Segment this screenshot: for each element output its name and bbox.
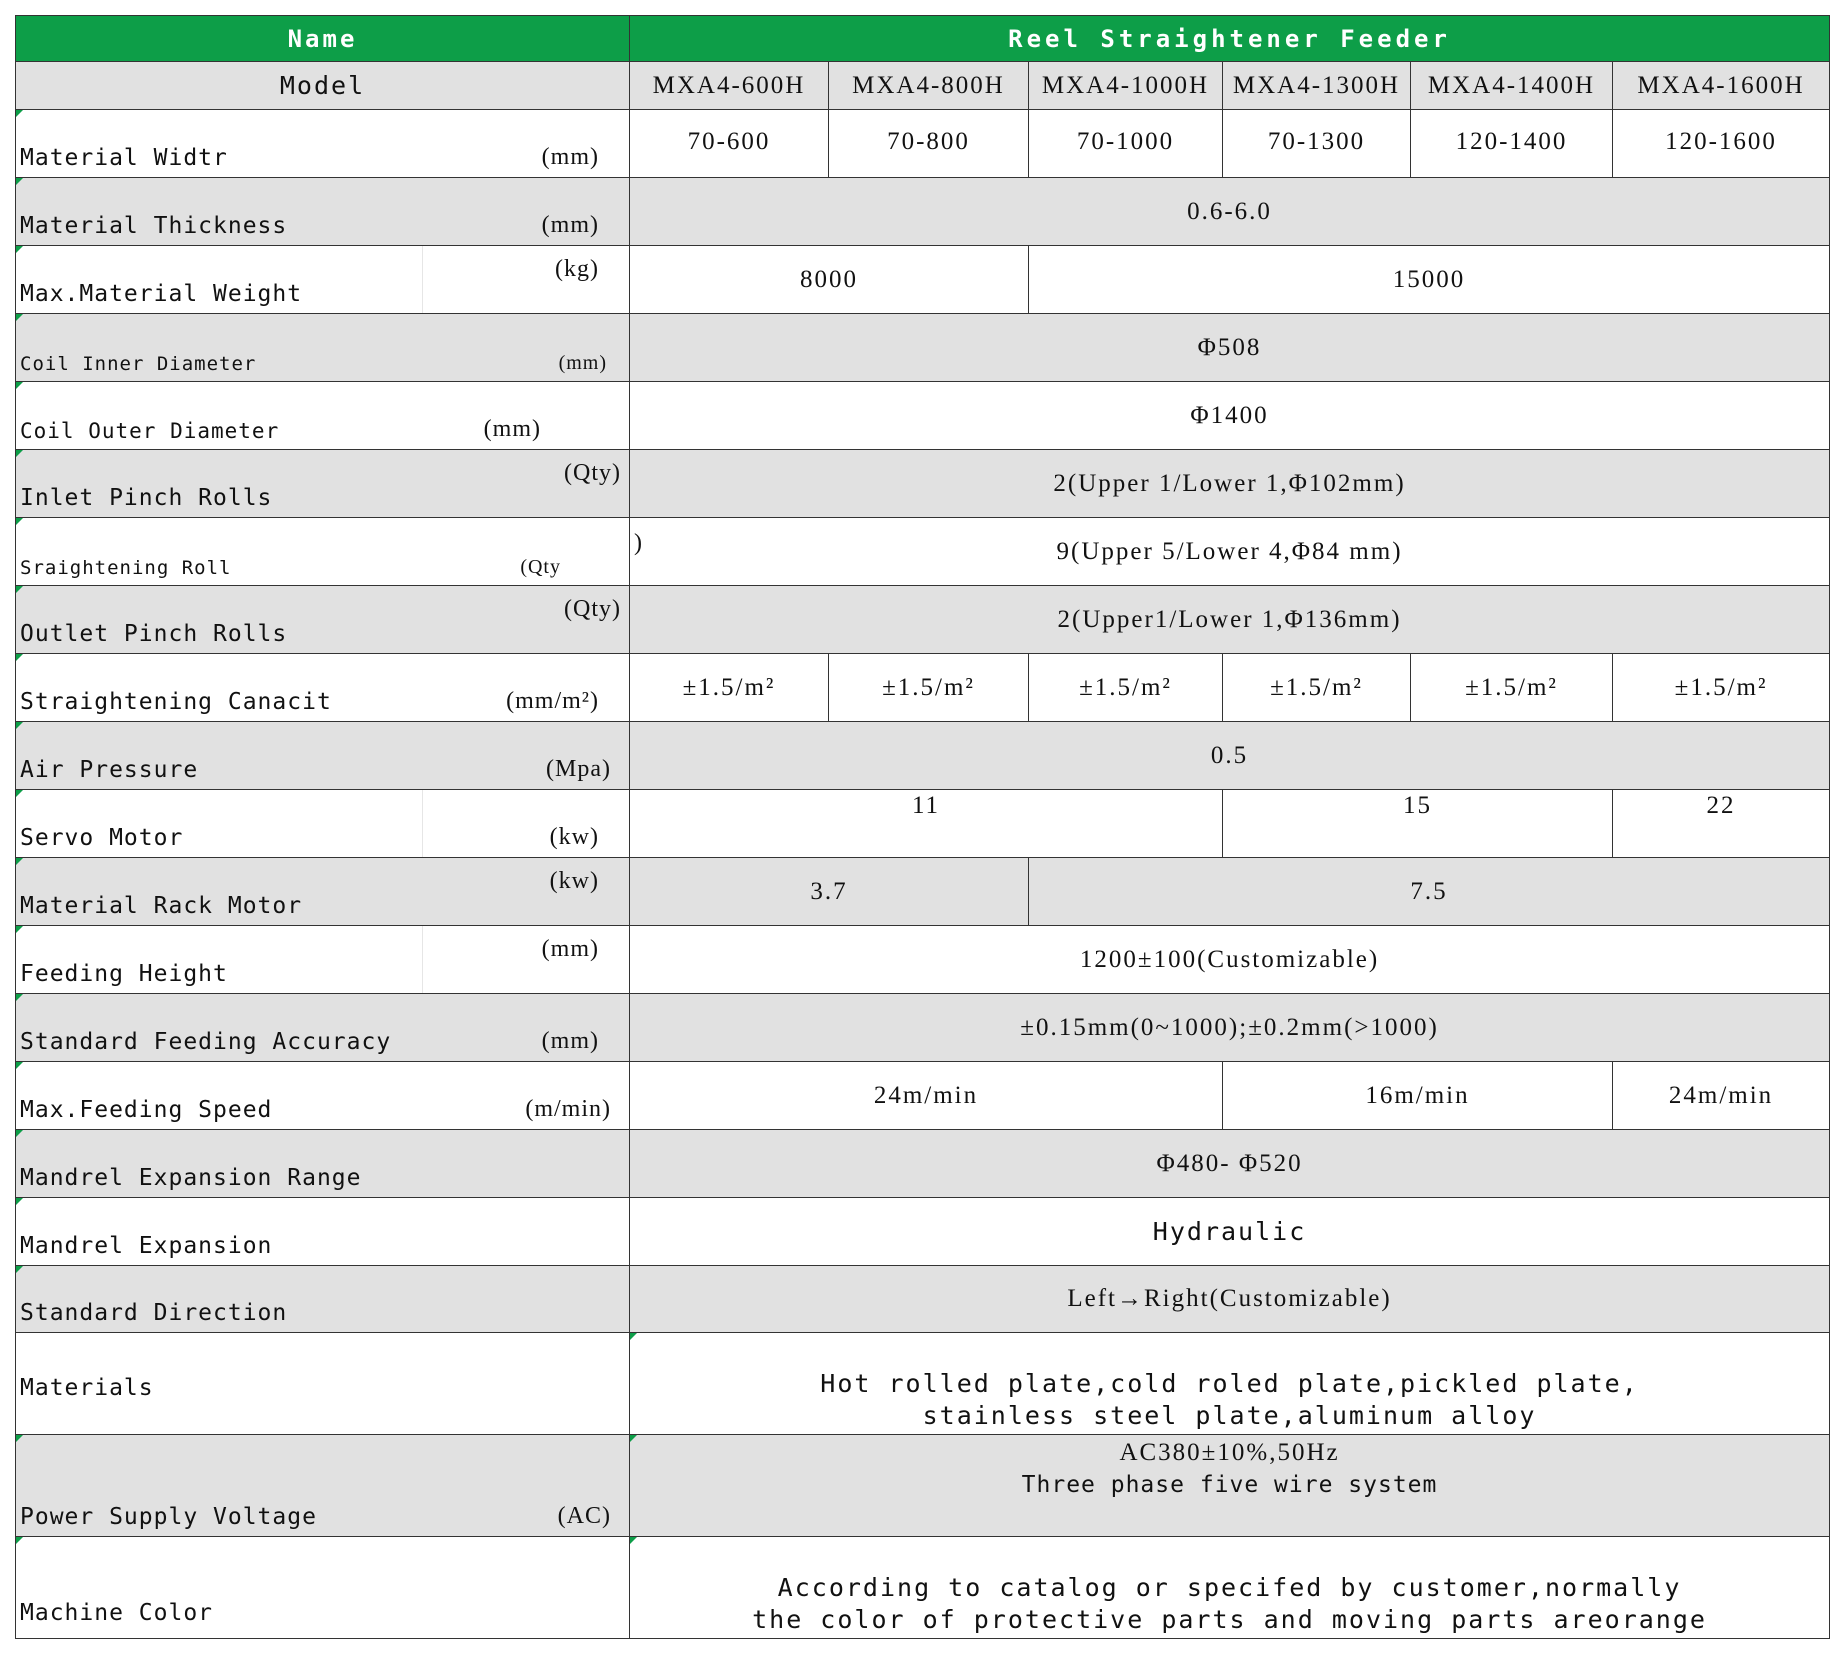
label-text: Coil Inner Diameter	[20, 353, 257, 375]
value-cell: ±1.5/m²	[630, 654, 829, 722]
cell-divider	[422, 246, 423, 313]
unit-text: (mm)	[541, 936, 599, 962]
cell-divider	[422, 790, 423, 857]
value-text: 9(Upper 5/Lower 4,Φ84 mm)	[1056, 537, 1403, 565]
row-inlet-pinch-rolls	[16, 450, 1830, 518]
row-label	[16, 926, 630, 994]
cell-marker	[16, 586, 23, 593]
row-label	[16, 1130, 630, 1198]
value-cell: 70-1300	[1223, 110, 1411, 178]
cell-marker	[16, 1062, 23, 1069]
label-text: Coil Outer Diameter	[20, 419, 280, 443]
value-cell: ±1.5/m²	[1029, 654, 1223, 722]
value-cell: 3.7	[630, 858, 1029, 926]
spec-table	[15, 15, 1830, 1639]
unit-text: (m/min)	[525, 1096, 611, 1122]
row-material-thickness	[16, 178, 1830, 246]
label-text: Max.Feeding Speed	[20, 1097, 273, 1123]
cell-marker	[630, 1333, 637, 1340]
label-text: Air Pressure	[20, 757, 199, 783]
model-cell: MXA4-1400H	[1411, 62, 1613, 110]
row-label	[16, 246, 630, 314]
value-cell: Φ1400	[630, 382, 1830, 450]
cell-marker	[16, 926, 23, 933]
row-material-rack-motor	[16, 858, 1830, 926]
row-label	[16, 110, 630, 178]
cell-divider	[422, 926, 423, 993]
value-cell: ±1.5/m²	[1613, 654, 1830, 722]
row-label	[16, 858, 630, 926]
cell-marker	[630, 1435, 637, 1442]
value-cell: ±1.5/m²	[1411, 654, 1613, 722]
unit-text: (Mpa)	[546, 756, 611, 782]
row-straightening-capacity	[16, 654, 1830, 722]
row-max-feeding-speed	[16, 1062, 1830, 1130]
value-cell: Left→Right(Customizable)	[630, 1266, 1830, 1333]
value-cell: 15000	[1029, 246, 1830, 314]
value-cell: Φ508	[630, 314, 1830, 382]
value-cell: Φ480- Φ520	[630, 1130, 1830, 1198]
row-label	[16, 450, 630, 518]
row-servo-motor	[16, 790, 1830, 858]
row-material-width	[16, 110, 1830, 178]
unit-text: (kg)	[555, 256, 599, 282]
unit-text: (mm)	[483, 416, 541, 442]
row-label	[16, 790, 630, 858]
header-product: Reel Straightener Feeder	[630, 16, 1830, 62]
label-text: Outlet Pinch Rolls	[20, 621, 288, 647]
row-label	[16, 1333, 630, 1435]
unit-text: (Qty	[520, 556, 561, 578]
value-cell: ±1.5/m²	[829, 654, 1029, 722]
cell-marker	[16, 314, 23, 321]
cell-marker	[16, 246, 23, 253]
label-text: Inlet Pinch Rolls	[20, 485, 273, 511]
row-label	[16, 178, 630, 246]
value-line: the color of protective parts and moving parts areorange	[752, 1605, 1707, 1634]
value-cell: 24m/min	[1613, 1062, 1830, 1130]
model-cell: MXA4-1300H	[1223, 62, 1411, 110]
row-feeding-height	[16, 926, 1830, 994]
row-label	[16, 722, 630, 790]
value-cell: ±0.15mm(0~1000);±0.2mm(>1000)	[630, 994, 1830, 1062]
unit-text: (AC)	[557, 1503, 611, 1529]
row-label	[16, 1435, 630, 1537]
unit-text: (mm)	[558, 352, 607, 374]
row-label	[16, 382, 630, 450]
value-cell: 8000	[630, 246, 1029, 314]
row-power-supply-voltage	[16, 1435, 1830, 1537]
value-line: AC380±10%,50Hz	[1119, 1439, 1340, 1466]
row-standard-direction	[16, 1266, 1830, 1333]
cell-marker	[16, 722, 23, 729]
cell-marker	[16, 1537, 23, 1544]
label-text: Material Thickness	[20, 213, 288, 239]
value-cell: 120-1600	[1613, 110, 1830, 178]
label-text: Sraightening Roll	[20, 557, 232, 579]
label-text: Mandrel Expansion Range	[20, 1165, 362, 1191]
model-cell: MXA4-1000H	[1029, 62, 1223, 110]
label-text: Power Supply Voltage	[20, 1504, 317, 1530]
value-cell: 70-1000	[1029, 110, 1223, 178]
unit-text: (mm)	[541, 212, 599, 238]
label-text: Standard Feeding Accuracy	[20, 1029, 392, 1055]
row-label	[16, 314, 630, 382]
label-text: Straightening Canacit	[20, 689, 332, 715]
row-label	[16, 1062, 630, 1130]
value-cell: 70-600	[630, 110, 829, 178]
unit-text: (mm)	[541, 1028, 599, 1054]
unit-text: (kw)	[549, 824, 599, 850]
model-row	[16, 62, 1830, 110]
cell-marker	[630, 1537, 637, 1544]
stray-paren: )	[634, 530, 644, 556]
value-cell	[630, 518, 1830, 586]
row-max-material-weight	[16, 246, 1830, 314]
model-cell: MXA4-800H	[829, 62, 1029, 110]
label-text: Max.Material Weight	[20, 281, 303, 307]
value-cell: ±1.5/m²	[1223, 654, 1411, 722]
row-label	[16, 1198, 630, 1266]
row-label	[16, 1537, 630, 1639]
label-text: Materials	[20, 1374, 154, 1401]
model-cell: MXA4-1600H	[1613, 62, 1830, 110]
model-label: Model	[16, 62, 630, 110]
label-text: Servo Motor	[20, 825, 184, 851]
row-mandrel-expansion	[16, 1198, 1830, 1266]
value-line: stainless steel plate,aluminum alloy	[922, 1401, 1537, 1430]
row-standard-feeding-accuracy	[16, 994, 1830, 1062]
cell-marker	[16, 1435, 23, 1442]
cell-marker	[16, 450, 23, 457]
label-text: Material Widtr	[20, 145, 228, 171]
cell-marker	[16, 790, 23, 797]
value-cell: 2(Upper1/Lower 1,Φ136mm)	[630, 586, 1830, 654]
row-label	[16, 994, 630, 1062]
label-text: Mandrel Expansion	[20, 1233, 273, 1259]
value-cell: 24m/min	[630, 1062, 1223, 1130]
cell-marker	[16, 110, 23, 117]
value-cell: 7.5	[1029, 858, 1830, 926]
row-outlet-pinch-rolls	[16, 586, 1830, 654]
value-cell: 11	[630, 790, 1223, 858]
cell-marker	[16, 994, 23, 1001]
value-line: Hot rolled plate,cold roled plate,pickled plate,	[820, 1369, 1639, 1398]
value-cell: 16m/min	[1223, 1062, 1613, 1130]
row-straightening-roll	[16, 518, 1830, 586]
label-text: Machine Color	[20, 1600, 214, 1626]
cell-marker	[16, 1266, 23, 1273]
value-cell: 0.6-6.0	[630, 178, 1830, 246]
cell-marker	[16, 518, 23, 525]
value-line: According to catalog or specifed by customer,normally	[777, 1573, 1682, 1602]
label-text: Feeding Height	[20, 961, 228, 987]
label-text: Material Rack Motor	[20, 893, 303, 919]
cell-marker	[16, 1130, 23, 1137]
row-mandrel-expansion-range	[16, 1130, 1830, 1198]
cell-marker	[16, 654, 23, 661]
row-label	[16, 586, 630, 654]
value-cell: Hydraulic	[630, 1198, 1830, 1266]
cell-marker	[16, 382, 23, 389]
row-materials	[16, 1333, 1830, 1435]
unit-text: (mm/m²)	[506, 688, 599, 714]
cell-marker	[16, 858, 23, 865]
model-cell: MXA4-600H	[630, 62, 829, 110]
value-cell	[630, 1537, 1830, 1639]
unit-text: (Qty)	[564, 460, 621, 486]
value-cell	[630, 1333, 1830, 1435]
row-coil-inner-diameter	[16, 314, 1830, 382]
value-cell: 70-800	[829, 110, 1029, 178]
label-text: Standard Direction	[20, 1300, 288, 1326]
value-cell: 22	[1613, 790, 1830, 858]
row-label	[16, 1266, 630, 1333]
cell-marker	[16, 1198, 23, 1205]
value-cell: 0.5	[630, 722, 1830, 790]
row-label	[16, 654, 630, 722]
value-cell: 120-1400	[1411, 110, 1613, 178]
value-line: Three phase five wire system	[1021, 1472, 1438, 1498]
value-cell: 15	[1223, 790, 1613, 858]
row-machine-color	[16, 1537, 1830, 1639]
unit-text: (kw)	[549, 868, 599, 894]
row-coil-outer-diameter	[16, 382, 1830, 450]
row-air-pressure	[16, 722, 1830, 790]
value-cell	[630, 1435, 1830, 1537]
row-label	[16, 518, 630, 586]
header-row	[16, 16, 1830, 62]
header-name: Name	[16, 16, 630, 62]
value-cell: 2(Upper 1/Lower 1,Φ102mm)	[630, 450, 1830, 518]
cell-marker	[16, 178, 23, 185]
value-cell: 1200±100(Customizable)	[630, 926, 1830, 994]
unit-text: (Qty)	[564, 596, 621, 622]
unit-text: (mm)	[541, 144, 599, 170]
